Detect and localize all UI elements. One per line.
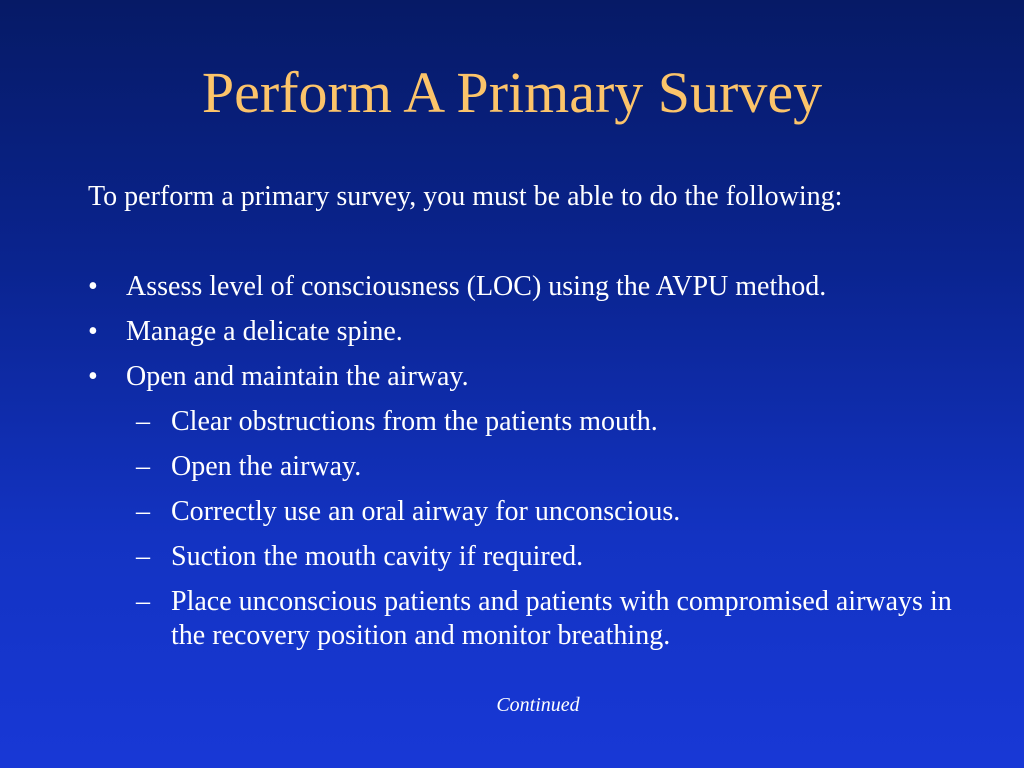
bullet-item <box>88 315 968 349</box>
bullet-item <box>88 360 968 653</box>
sub-bullet-text: Place unconscious patients and patients with compromised airways in the recovery position and monitor breathing. <box>171 586 952 651</box>
sub-bullet-text: Suction the mouth cavity if required. <box>171 541 584 572</box>
bullet-marker: • <box>88 271 98 302</box>
slide-title: Perform A Primary Survey <box>201 60 823 125</box>
bullet-list <box>88 270 968 664</box>
sub-bullet-marker: – <box>136 451 150 482</box>
bullet-text: Manage a delicate spine. <box>126 316 403 347</box>
sub-bullet-marker: – <box>136 406 150 437</box>
bullet-text: Open and maintain the airway. <box>126 361 469 392</box>
sub-bullet-item <box>126 540 968 574</box>
bullet-marker: • <box>88 316 98 347</box>
sub-bullet-list <box>126 405 968 653</box>
sub-bullet-marker: – <box>136 586 150 617</box>
bullet-item <box>88 270 968 304</box>
sub-bullet-marker: – <box>136 541 150 572</box>
sub-bullet-item <box>126 450 968 484</box>
sub-bullet-text: Open the airway. <box>171 451 362 482</box>
continued-footer: Continued <box>496 694 580 716</box>
sub-bullet-item <box>126 585 968 653</box>
sub-bullet-marker: – <box>136 496 150 527</box>
sub-bullet-item <box>126 405 968 439</box>
sub-bullet-text: Correctly use an oral airway for unconscious. <box>171 496 681 527</box>
sub-bullet-item <box>126 495 968 529</box>
intro-text: To perform a primary survey, you must be able to do the following: <box>88 181 843 212</box>
bullet-text: Assess level of consciousness (LOC) using the AVPU method. <box>126 271 827 302</box>
sub-bullet-text: Clear obstructions from the patients mouth. <box>171 406 658 437</box>
bullet-marker: • <box>88 361 98 392</box>
